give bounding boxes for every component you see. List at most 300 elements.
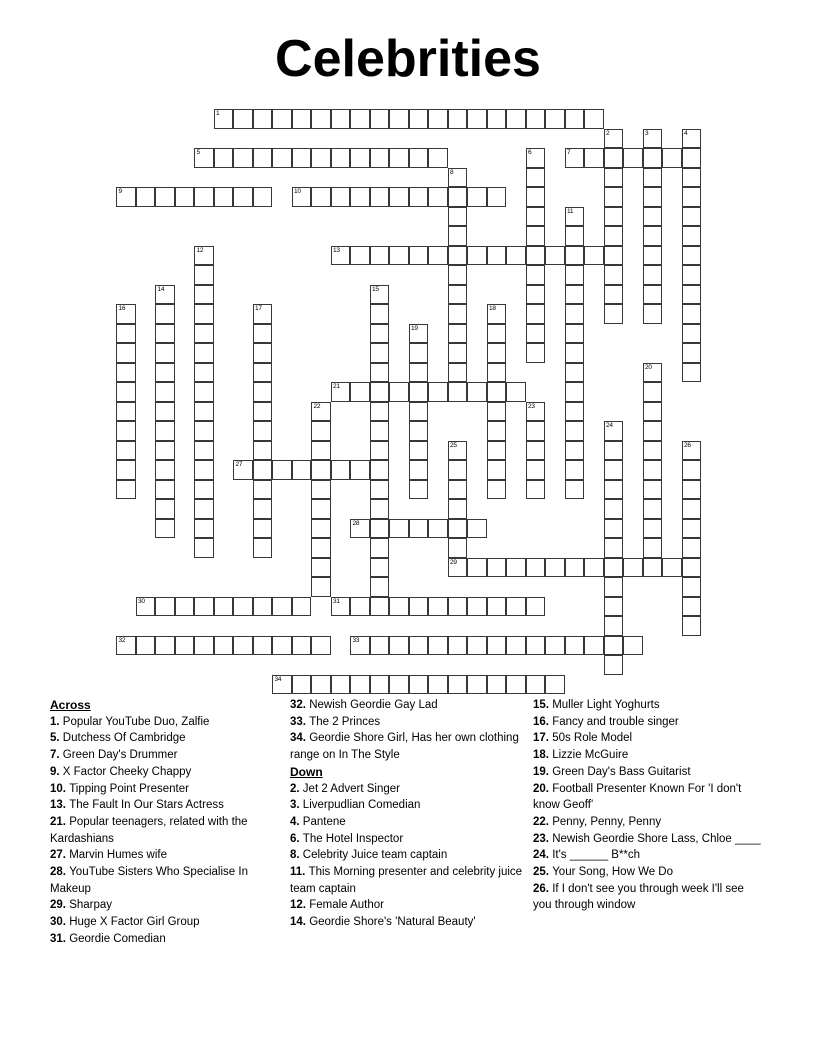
- grid-cell: [194, 304, 214, 324]
- grid-cell: [311, 187, 331, 207]
- grid-cell: [682, 148, 702, 168]
- grid-cell: [448, 636, 468, 656]
- grid-cell: [116, 363, 136, 383]
- grid-cell: [155, 187, 175, 207]
- grid-cell: [662, 148, 682, 168]
- grid-cell: [194, 363, 214, 383]
- grid-cell: [214, 636, 234, 656]
- clue-item-9: 9. X Factor Cheeky Chappy: [50, 765, 192, 778]
- clue-item-25: 25. Your Song, How We Do: [533, 866, 674, 879]
- grid-cell: [292, 597, 312, 617]
- grid-cell: [428, 187, 448, 207]
- grid-cell: [428, 246, 448, 266]
- clue-item-number: 10.: [50, 782, 70, 795]
- grid-cell: [253, 538, 273, 558]
- grid-cell: [350, 382, 370, 402]
- grid-cell: [604, 538, 624, 558]
- clue-item-number: 15.: [533, 699, 553, 711]
- clue-number: 23: [528, 402, 535, 410]
- grid-cell: [370, 538, 390, 558]
- grid-cell: [370, 363, 390, 383]
- grid-cell: [116, 480, 136, 500]
- grid-cell: [448, 207, 468, 227]
- clue-item-5: 5. Dutchess Of Cambridge: [50, 732, 186, 745]
- grid-cell: [448, 558, 468, 578]
- grid-cell: [565, 285, 585, 305]
- clue-item-13: 13. The Fault In Our Stars Actress: [50, 799, 224, 812]
- grid-cell: [526, 421, 546, 441]
- grid-cell: [155, 402, 175, 422]
- grid-cell: [194, 324, 214, 344]
- grid-cell: [370, 519, 390, 539]
- grid-cell: [682, 460, 702, 480]
- clue-item-18: 18. Lizzie McGuire: [533, 749, 629, 762]
- grid-cell: [370, 499, 390, 519]
- clue-number: 24: [606, 422, 613, 429]
- clue-item-number: 17.: [533, 732, 553, 745]
- grid-cell: [292, 109, 312, 129]
- clue-number: 31: [333, 597, 340, 605]
- grid-cell: [175, 187, 195, 207]
- grid-cell: [448, 109, 468, 129]
- grid-cell: [409, 480, 429, 500]
- grid-cell: [487, 480, 507, 500]
- grid-cell: [331, 382, 351, 402]
- grid-cell: [565, 304, 585, 324]
- grid-cell: [350, 597, 370, 617]
- grid-cell: [116, 421, 136, 441]
- grid-cell: [448, 187, 468, 207]
- grid-cell: [565, 324, 585, 344]
- grid-cell: [428, 597, 448, 617]
- grid-cell: [311, 577, 331, 597]
- clue-number: 33: [352, 636, 360, 644]
- clue-item-number: 31.: [50, 932, 70, 945]
- grid-cell: [194, 402, 214, 422]
- grid-cell: [487, 324, 507, 344]
- grid-cell: [545, 109, 565, 129]
- grid-cell: [643, 382, 663, 402]
- grid-cell: [526, 285, 546, 305]
- grid-cell: [272, 597, 292, 617]
- clue-number: 28: [352, 519, 360, 527]
- clue-item-number: 1.: [50, 715, 63, 728]
- grid-cell: [409, 187, 429, 207]
- clue-item-number: 30.: [50, 916, 70, 929]
- grid-cell: [194, 519, 214, 539]
- grid-cell: [370, 109, 390, 129]
- grid-cell: [682, 343, 702, 363]
- grid-cell: [448, 597, 468, 617]
- grid-cell: [194, 382, 214, 402]
- grid-cell: [155, 343, 175, 363]
- grid-cell: [428, 675, 448, 695]
- grid-cell: [604, 499, 624, 519]
- grid-cell: [604, 148, 624, 168]
- grid-cell: [448, 265, 468, 285]
- clue-item-28: 28. YouTube Sisters Who Specialise In Makeup: [50, 866, 248, 895]
- grid-cell: [604, 421, 624, 441]
- grid-cell: [682, 597, 702, 617]
- grid-cell: [682, 519, 702, 539]
- clue-number: 13: [333, 246, 340, 254]
- grid-cell: [643, 265, 663, 285]
- clue-number: 26: [684, 441, 691, 449]
- grid-cell: [155, 304, 175, 324]
- grid-cell: [253, 480, 273, 500]
- grid-cell: [526, 402, 546, 422]
- clue-item-12: 12. Female Author: [290, 899, 384, 912]
- grid-cell: [487, 109, 507, 129]
- grid-cell: [448, 499, 468, 519]
- grid-cell: [389, 246, 409, 266]
- grid-cell: [526, 207, 546, 227]
- grid-cell: [467, 382, 487, 402]
- grid-cell: [272, 636, 292, 656]
- grid-cell: [565, 441, 585, 461]
- grid-cell: [370, 343, 390, 363]
- clue-item-23: 23. Newish Geordie Shore Lass, Chloe ____: [533, 832, 761, 845]
- clue-item-10: 10. Tipping Point Presenter: [50, 782, 189, 795]
- grid-cell: [428, 109, 448, 129]
- clue-item-14: 14. Geordie Shore's 'Natural Beauty': [290, 916, 476, 929]
- grid-cell: [350, 148, 370, 168]
- grid-cell: [155, 382, 175, 402]
- grid-cell: [682, 441, 702, 461]
- grid-cell: [311, 109, 331, 129]
- clue-column-3: [533, 697, 765, 914]
- grid-cell: [526, 441, 546, 461]
- grid-cell: [175, 597, 195, 617]
- grid-cell: [409, 597, 429, 617]
- grid-cell: [311, 460, 331, 480]
- grid-cell: [682, 558, 702, 578]
- grid-cell: [428, 519, 448, 539]
- grid-cell: [604, 246, 624, 266]
- clue-number: 11: [567, 207, 574, 215]
- clues-heading-down: Down: [290, 764, 323, 779]
- clue-item-number: 21.: [50, 815, 70, 828]
- grid-cell: [623, 558, 643, 578]
- grid-cell: [253, 148, 273, 168]
- grid-cell: [526, 636, 546, 656]
- grid-cell: [565, 558, 585, 578]
- grid-cell: [155, 324, 175, 344]
- grid-cell: [194, 148, 214, 168]
- grid-cell: [331, 597, 351, 617]
- clue-number: 21: [333, 383, 340, 390]
- grid-cell: [116, 343, 136, 363]
- clue-number: 25: [450, 441, 457, 449]
- clue-item-8: 8. Celebrity Juice team captain: [290, 849, 448, 862]
- grid-cell: [584, 636, 604, 656]
- grid-cell: [448, 168, 468, 188]
- clue-item-number: 6.: [290, 832, 303, 845]
- grid-cell: [370, 636, 390, 656]
- grid-cell: [311, 675, 331, 695]
- clue-number: 14: [157, 285, 165, 293]
- grid-cell: [682, 480, 702, 500]
- grid-cell: [565, 402, 585, 422]
- grid-cell: [662, 558, 682, 578]
- grid-cell: [448, 246, 468, 266]
- grid-cell: [253, 382, 273, 402]
- grid-cell: [370, 246, 390, 266]
- grid-cell: [487, 636, 507, 656]
- grid-cell: [370, 597, 390, 617]
- grid-cell: [604, 616, 624, 636]
- clue-number: 5: [196, 149, 200, 156]
- grid-cell: [487, 558, 507, 578]
- grid-cell: [233, 109, 253, 129]
- clue-item-6: 6. The Hotel Inspector: [290, 832, 404, 845]
- grid-cell: [409, 460, 429, 480]
- grid-cell: [526, 324, 546, 344]
- grid-cell: [253, 402, 273, 422]
- grid-cell: [155, 363, 175, 383]
- clue-item-number: 19.: [533, 765, 553, 778]
- grid-cell: [370, 460, 390, 480]
- clue-item-17: 17. 50s Role Model: [533, 732, 633, 745]
- grid-cell: [272, 109, 292, 129]
- grid-cell: [526, 597, 546, 617]
- grid-cell: [253, 519, 273, 539]
- grid-cell: [643, 226, 663, 246]
- grid-cell: [311, 558, 331, 578]
- grid-cell: [565, 265, 585, 285]
- grid-cell: [155, 519, 175, 539]
- grid-cell: [194, 285, 214, 305]
- grid-cell: [682, 324, 702, 344]
- grid-cell: [409, 675, 429, 695]
- grid-cell: [194, 460, 214, 480]
- grid-cell: [350, 460, 370, 480]
- clue-number: 29: [450, 558, 457, 566]
- grid-cell: [292, 636, 312, 656]
- grid-cell: [331, 187, 351, 207]
- clue-item-15: 15. Muller Light Yoghurts: [533, 699, 660, 711]
- grid-cell: [545, 558, 565, 578]
- clue-number: 12: [196, 246, 204, 254]
- grid-cell: [233, 460, 253, 480]
- grid-cell: [331, 675, 351, 695]
- grid-cell: [682, 304, 702, 324]
- grid-cell: [448, 363, 468, 383]
- clue-number: 22: [313, 402, 321, 410]
- clue-item-19: 19. Green Day's Bass Guitarist: [533, 765, 691, 778]
- clue-number: 2: [606, 129, 610, 137]
- grid-cell: [331, 460, 351, 480]
- grid-cell: [526, 246, 546, 266]
- grid-cell: [409, 382, 429, 402]
- clue-item-number: 4.: [290, 815, 303, 828]
- page-title: Celebrities: [275, 30, 541, 88]
- grid-cell: [506, 675, 526, 695]
- clue-item-number: 24.: [533, 849, 553, 862]
- grid-cell: [643, 148, 663, 168]
- grid-cell: [350, 246, 370, 266]
- grid-cell: [565, 363, 585, 383]
- grid-cell: [526, 460, 546, 480]
- clue-item-number: 27.: [50, 849, 70, 862]
- grid-cell: [350, 519, 370, 539]
- grid-cell: [643, 129, 663, 149]
- grid-cell: [506, 636, 526, 656]
- grid-cell: [682, 363, 702, 383]
- clue-item-number: 3.: [290, 799, 303, 812]
- clue-item-21: 21. Popular teenagers, related with the Kardashians: [50, 815, 248, 845]
- clue-item-27: 27. Marvin Humes wife: [50, 849, 167, 862]
- grid-cell: [682, 226, 702, 246]
- grid-cell: [370, 480, 390, 500]
- grid-cell: [116, 382, 136, 402]
- clue-number: 1: [216, 110, 220, 117]
- grid-cell: [155, 499, 175, 519]
- grid-cell: [389, 382, 409, 402]
- clue-column-1: [50, 697, 283, 948]
- clue-number: 18: [489, 305, 496, 312]
- clue-number: 3: [645, 129, 649, 137]
- grid-cell: [272, 148, 292, 168]
- clue-number: 27: [235, 461, 243, 468]
- grid-cell: [565, 636, 585, 656]
- grid-cell: [643, 246, 663, 266]
- grid-cell: [253, 460, 273, 480]
- grid-cell: [643, 558, 663, 578]
- grid-cell: [194, 597, 214, 617]
- grid-cell: [526, 109, 546, 129]
- grid-cell: [506, 382, 526, 402]
- grid-cell: [428, 636, 448, 656]
- grid-cell: [643, 460, 663, 480]
- clue-item-number: 33.: [290, 715, 310, 728]
- grid-cell: [175, 636, 195, 656]
- grid-cell: [682, 187, 702, 207]
- grid-cell: [526, 343, 546, 363]
- grid-cell: [643, 363, 663, 383]
- clue-item-number: 32.: [290, 699, 310, 711]
- grid-cell: [370, 577, 390, 597]
- grid-cell: [370, 402, 390, 422]
- grid-cell: [565, 207, 585, 227]
- clue-item-22: 22. Penny, Penny, Penny: [533, 815, 662, 828]
- grid-cell: [565, 148, 585, 168]
- clue-item-number: 20.: [533, 782, 553, 795]
- clue-item-number: 22.: [533, 815, 553, 828]
- grid-cell: [214, 109, 234, 129]
- grid-cell: [643, 304, 663, 324]
- grid-cell: [604, 129, 624, 149]
- grid-cell: [389, 636, 409, 656]
- grid-cell: [331, 109, 351, 129]
- clue-item-number: 2.: [290, 782, 303, 795]
- grid-cell: [311, 421, 331, 441]
- grid-cell: [389, 519, 409, 539]
- clue-item-number: 8.: [290, 849, 303, 862]
- grid-cell: [487, 382, 507, 402]
- grid-cell: [311, 148, 331, 168]
- grid-cell: [448, 324, 468, 344]
- grid-cell: [604, 655, 624, 675]
- clue-item-30: 30. Huge X Factor Girl Group: [50, 916, 200, 929]
- grid-cell: [487, 187, 507, 207]
- clue-number: 4: [684, 129, 688, 137]
- grid-cell: [389, 109, 409, 129]
- grid-cell: [682, 129, 702, 149]
- grid-cell: [643, 187, 663, 207]
- grid-cell: [448, 285, 468, 305]
- grid-cell: [311, 636, 331, 656]
- grid-cell: [370, 675, 390, 695]
- grid-cell: [409, 109, 429, 129]
- grid-cell: [506, 246, 526, 266]
- grid-cell: [682, 265, 702, 285]
- grid-cell: [253, 499, 273, 519]
- clue-number: 9: [118, 188, 122, 195]
- grid-cell: [565, 480, 585, 500]
- grid-cell: [370, 148, 390, 168]
- clue-item-number: 7.: [50, 749, 63, 762]
- grid-cell: [194, 499, 214, 519]
- grid-cell: [682, 246, 702, 266]
- grid-cell: [643, 285, 663, 305]
- grid-cell: [409, 246, 429, 266]
- grid-cell: [448, 538, 468, 558]
- grid-cell: [604, 558, 624, 578]
- grid-cell: [194, 246, 214, 266]
- grid-cell: [487, 597, 507, 617]
- grid-cell: [682, 285, 702, 305]
- clue-column-2: [290, 697, 528, 931]
- grid-cell: [565, 343, 585, 363]
- grid-cell: [487, 363, 507, 383]
- grid-cell: [682, 499, 702, 519]
- grid-cell: [565, 460, 585, 480]
- grid-cell: [409, 343, 429, 363]
- grid-cell: [253, 421, 273, 441]
- clue-item-29: 29. Sharpay: [50, 899, 113, 912]
- clue-item-number: 16.: [533, 715, 553, 728]
- clue-number: 15: [372, 285, 379, 293]
- grid-cell: [604, 636, 624, 656]
- grid-cell: [487, 343, 507, 363]
- grid-cell: [506, 597, 526, 617]
- grid-cell: [565, 382, 585, 402]
- grid-cell: [292, 148, 312, 168]
- grid-cell: [155, 480, 175, 500]
- grid-cell: [584, 558, 604, 578]
- clue-item-number: 23.: [533, 832, 553, 845]
- grid-cell: [487, 421, 507, 441]
- clue-number: 32: [118, 636, 126, 644]
- grid-cell: [526, 675, 546, 695]
- grid-cell: [370, 421, 390, 441]
- grid-cell: [467, 246, 487, 266]
- grid-cell: [409, 519, 429, 539]
- grid-cell: [487, 460, 507, 480]
- grid-cell: [643, 421, 663, 441]
- grid-cell: [116, 441, 136, 461]
- clue-item-7: 7. Green Day's Drummer: [50, 749, 178, 762]
- grid-cell: [116, 636, 136, 656]
- clue-item-number: 18.: [533, 749, 553, 762]
- grid-cell: [448, 343, 468, 363]
- grid-cell: [331, 246, 351, 266]
- grid-cell: [350, 636, 370, 656]
- grid-cell: [370, 382, 390, 402]
- grid-cell: [467, 597, 487, 617]
- grid-cell: [467, 675, 487, 695]
